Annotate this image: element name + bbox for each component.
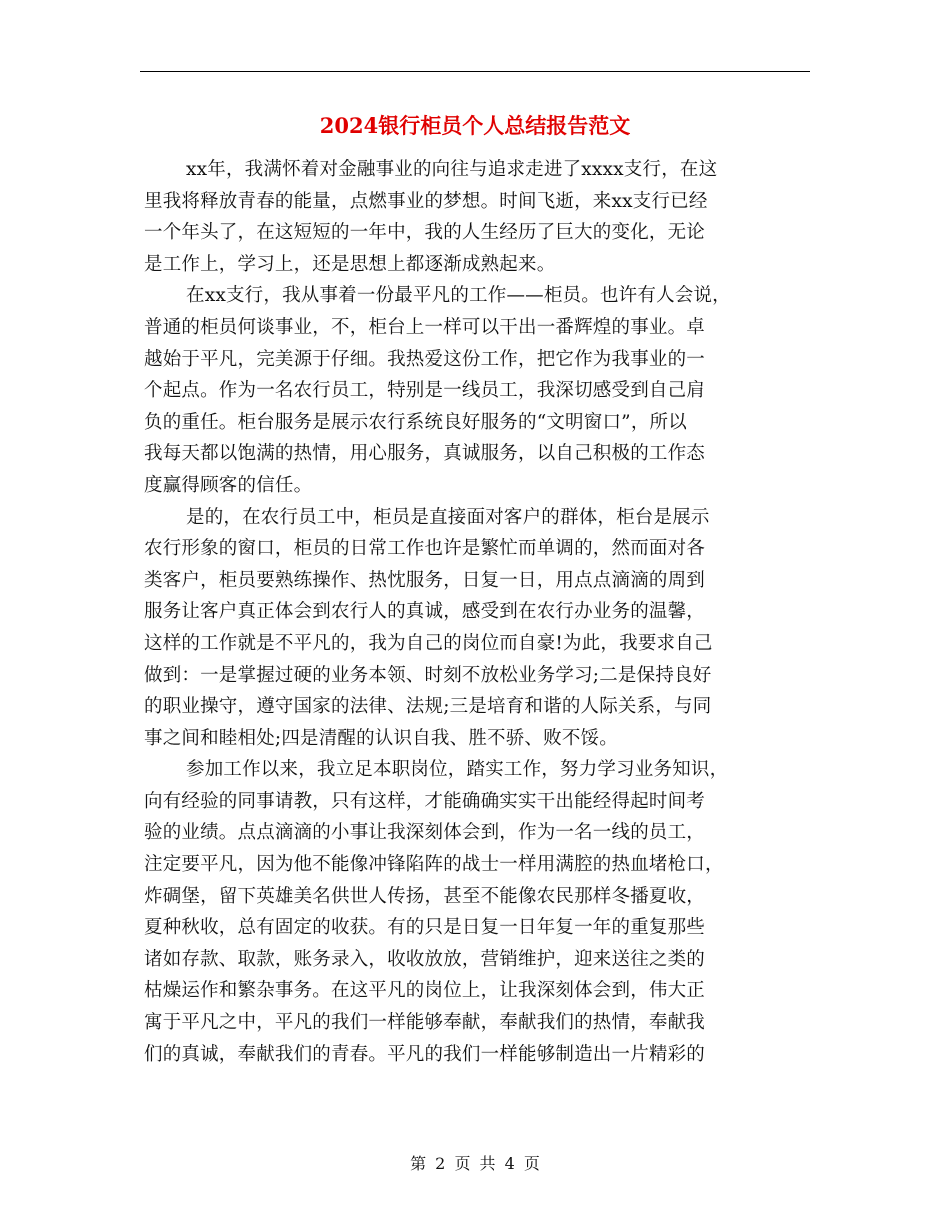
text-line: 做到：一是掌握过硬的业务本领、时刻不放松业务学习;二是保持良好 — [144, 664, 712, 686]
text-line: 是工作上，学习上，还是思想上都逐渐成熟起来。 — [144, 253, 556, 275]
text-line: 注定要平凡，因为他不能像冲锋陷阵的战士一样用满腔的热血堵枪口， — [144, 854, 724, 876]
text-line: 枯燥运作和繁杂事务。在这平凡的岗位上，让我深刻体会到，伟大正 — [144, 980, 706, 1002]
text-line: 度赢得顾客的信任。 — [144, 474, 313, 496]
header-rule — [140, 71, 810, 72]
text-line: 的职业操守，遵守国家的法律、法规;三是培育和谐的人际关系，与同 — [144, 696, 712, 718]
text-line: 一个年头了，在这短短的一年中，我的人生经历了巨大的变化，无论 — [144, 222, 706, 244]
text-line: 参加工作以来，我立足本职岗位，踏实工作，努力学习业务知识， — [186, 759, 729, 781]
text-line: 里我将释放青春的能量，点燃事业的梦想。时间飞逝，来xx支行已经 — [144, 190, 708, 212]
text-line: 我每天都以饱满的热情，用心服务，真诚服务，以自己积极的工作态 — [144, 443, 706, 465]
text-line: 事之间和睦相处;四是清醒的认识自我、胜不骄、败不馁。 — [144, 727, 618, 749]
text-line: 服务让客户真正体会到农行人的真诚，感受到在农行办业务的温馨， — [144, 601, 706, 623]
page-footer: 第 2 页 共 4 页 — [410, 1154, 540, 1173]
text-line: 寓于平凡之中，平凡的我们一样能够奉献，奉献我们的热情，奉献我 — [144, 1012, 706, 1034]
text-line: 验的业绩。点点滴滴的小事让我深刻体会到，作为一名一线的员工， — [144, 822, 706, 844]
text-line: 负的重任。柜台服务是展示农行系统良好服务的“文明窗口”，所以 — [144, 411, 687, 433]
text-line: 普通的柜员何谈事业，不，柜台上一样可以干出一番辉煌的事业。卓 — [144, 316, 706, 338]
text-line: 这样的工作就是不平凡的，我为自己的岗位而自豪!为此，我要求自己 — [144, 632, 713, 654]
text-line: 类客户，柜员要熟练操作、热忱服务，日复一日，用点点滴滴的周到 — [144, 569, 706, 591]
text-line: 向有经验的同事请教，只有这样，才能确确实实干出能经得起时间考 — [144, 790, 706, 812]
text-line: 夏种秋收，总有固定的收获。有的只是日复一日年复一年的重复那些 — [144, 917, 706, 939]
text-line: 越始于平凡，完美源于仔细。我热爱这份工作，把它作为我事业的一 — [144, 348, 706, 370]
text-line: 农行形象的窗口，柜员的日常工作也许是繁忙而单调的，然而面对各 — [144, 538, 706, 560]
text-line: 是的，在农行员工中，柜员是直接面对客户的群体，柜台是展示 — [186, 506, 710, 528]
document-body — [144, 154, 810, 1070]
document-title: 2024银行柜员个人总结报告范文 — [319, 113, 631, 138]
text-line: 在xx支行，我从事着一份最平凡的工作——柜员。也许有人会说， — [186, 285, 731, 307]
text-line: xx年，我满怀着对金融事业的向往与追求走进了xxxx支行，在这 — [186, 159, 718, 180]
text-line: 诸如存款、取款，账务录入，收收放放，营销维护，迎来送往之类的 — [144, 948, 706, 970]
text-line: 们的真诚，奉献我们的青春。平凡的我们一样能够制造出一片精彩的 — [144, 1043, 706, 1065]
text-line: 炸碉堡，留下英雄美名供世人传扬，甚至不能像农民那样冬播夏收， — [144, 885, 706, 907]
text-line: 个起点。作为一名农行员工，特别是一线员工，我深切感受到自己肩 — [144, 380, 706, 402]
